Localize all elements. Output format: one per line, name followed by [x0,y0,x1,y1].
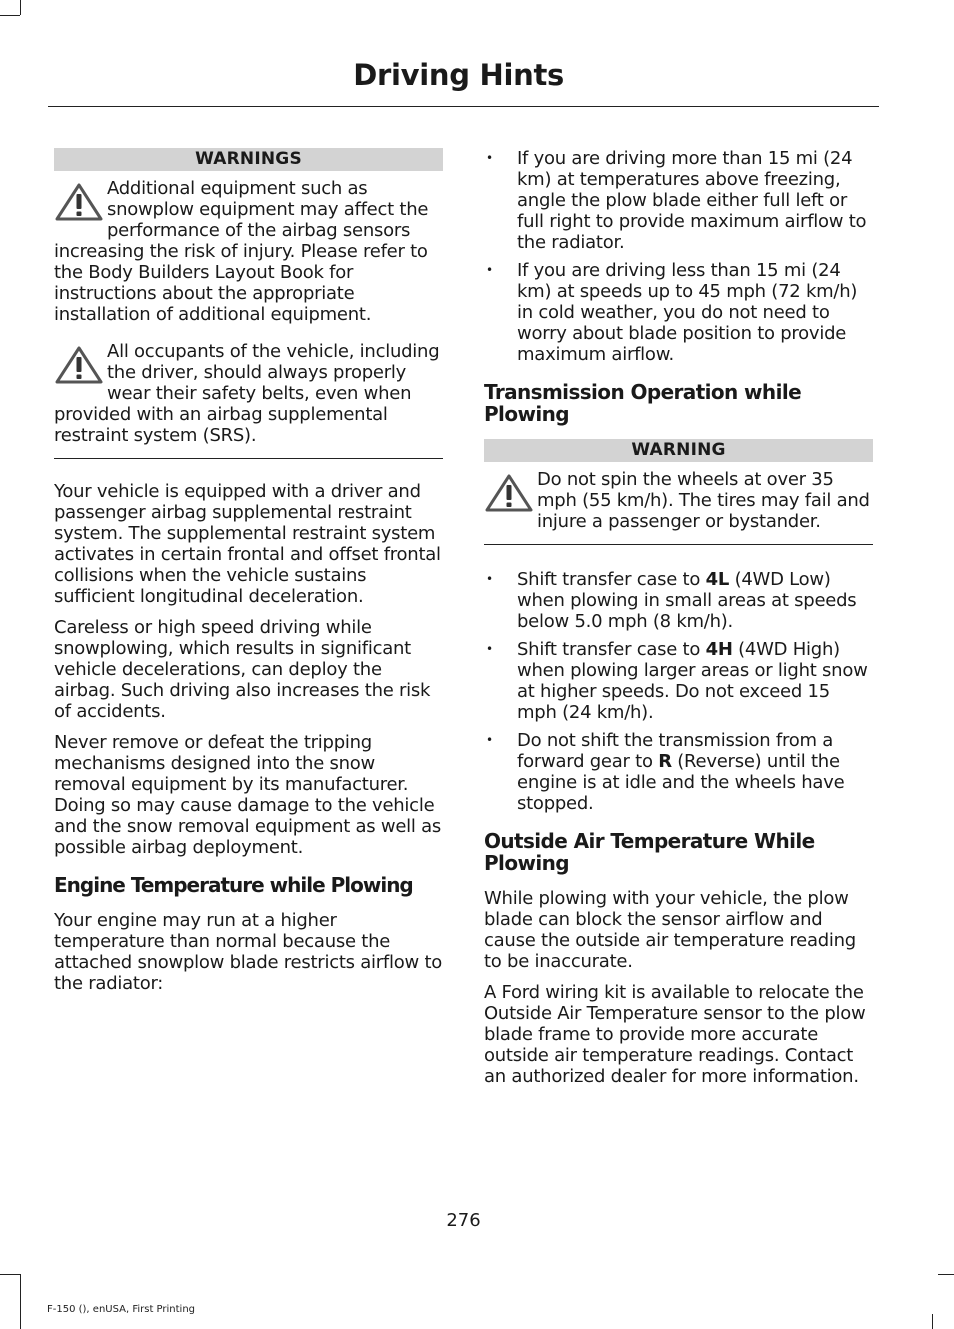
bullet-marker: • [486,733,493,747]
crop-mark [938,1274,954,1275]
crop-mark [0,1274,20,1275]
warning-text: Additional equipment such as snowplow equipment may affect the performance of the airbag sensors increasing the risk of injury. Please refer to the Body Builders Layout Book for instructions about the appropriate installation of additional equipment. [54,178,429,325]
warnings-heading: WARNINGS [54,148,443,171]
list-item-text: (Reverse) until the engine is at idle and the wheels have stopped. [517,751,845,814]
body-paragraph: Your vehicle is equipped with a driver and passenger airbag supplemental restraint system. The supplemental restraint system activates in certain frontal and offset frontal collisions when the vehicle sustains sufficient longitudinal deceleration. [54,481,441,607]
bullet-marker: • [486,642,493,656]
list-item [484,148,873,253]
crop-mark [932,1314,933,1329]
list-item-text: Shift transfer case to [517,639,706,660]
left-column [54,148,443,1004]
right-column [484,148,873,1097]
crop-mark [20,0,21,15]
section-heading: Engine Temperature while Plowing [54,873,413,897]
page-title: Driving Hints [353,58,564,92]
section-heading: Outside Air Temperature While Plowing [484,829,815,875]
gear-label: 4H [705,639,733,660]
bullet-marker: • [486,151,493,165]
warning-item [54,178,443,325]
warnings-box [54,148,443,459]
list-item [484,639,873,723]
bullet-marker: • [486,572,493,586]
body-paragraph: While plowing with your vehicle, the plow blade can block the sensor airflow and cause the outside air temperature reading to be inaccurate. [484,888,856,972]
warning-item [484,469,873,532]
crop-mark [20,1274,21,1329]
list-item [484,260,873,365]
warning-item [54,341,443,446]
warning-heading: WARNING [484,439,873,462]
list-item [484,569,873,632]
crop-mark [0,15,20,16]
gear-label: 4L [705,569,730,590]
list-item-text: If you are driving more than 15 mi (24 km) at temperatures above freezing, angle the plow blade either full left or full right to provide maximum airflow to the radiator. [517,148,867,253]
printing-info: F-150 (), enUSA, First Printing [47,1304,196,1315]
bullet-list [484,569,873,814]
body-paragraph: Never remove or defeat the tripping mechanisms designed into the snow removal equipment by its manufacturer. Doing so may cause damage to the vehicle and the snow removal equipment as well as possible airbag deployment. [54,732,442,858]
list-item-text: (4WD High) when plowing larger areas or light snow at higher speeds. Do not exceed 15 mph (24 km/h). [517,639,868,723]
title-divider [48,106,879,107]
warning-triangle-icon [54,345,104,385]
warning-box [484,439,873,545]
gear-label: R [658,751,672,772]
list-item-text: (4WD Low) when plowing in small areas at speeds below 5.0 mph (8 km/h). [517,569,857,632]
list-item [484,730,873,814]
body-paragraph: Careless or high speed driving while snowplowing, which results in significant vehicle decelerations, can deploy the airbag. Such driving also increases the risk of accidents. [54,617,431,722]
page-number: 276 [446,1210,481,1231]
list-item-text: Do not shift the transmission from a forward gear to [517,730,833,772]
warning-text: Do not spin the wheels at over 35 mph (55 km/h). The tires may fail and injure a passenger or bystander. [537,469,870,532]
warning-triangle-icon [54,182,104,222]
bullet-marker: • [486,263,493,277]
list-item-text: If you are driving less than 15 mi (24 km) at speeds up to 45 mph (72 km/h) in cold weather, you do not need to worry about blade position to provide maximum airflow. [517,260,858,365]
body-paragraph: Your engine may run at a higher temperature than normal because the attached snowplow blade restricts airflow to the radiator: [54,910,443,994]
section-heading: Transmission Operation while Plowing [484,380,802,426]
body-paragraph: A Ford wiring kit is available to relocate the Outside Air Temperature sensor to the plow blade frame to provide more accurate outside air temperature readings. Contact an authorized dealer for more information. [484,982,866,1087]
warning-text: All occupants of the vehicle, including the driver, should always properly wear their safety belts, even when provided with an airbag supplemental restraint system (SRS). [54,341,440,446]
bullet-list [484,148,873,365]
list-item-text: Shift transfer case to [517,569,706,590]
warning-triangle-icon [484,473,534,513]
